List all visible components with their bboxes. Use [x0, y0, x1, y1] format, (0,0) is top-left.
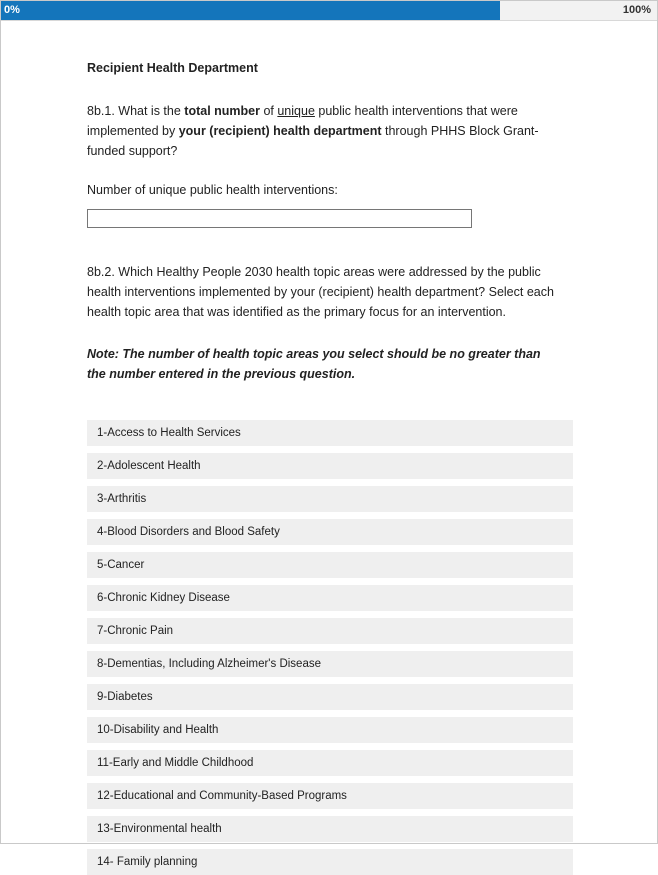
- list-item[interactable]: 7-Chronic Pain: [87, 618, 573, 644]
- progress-bar: [1, 1, 657, 21]
- q1-underline-unique: unique: [277, 104, 315, 118]
- list-item[interactable]: 10-Disability and Health: [87, 717, 573, 743]
- q1-suffix: through PHHS Block Grant-funded support?: [87, 124, 539, 158]
- list-item[interactable]: 11-Early and Middle Childhood: [87, 750, 573, 776]
- progress-start-label: 0%: [4, 4, 20, 16]
- question-8b2-text: 8b.2. Which Healthy People 2030 health topic areas were addressed by the public health interventions implemented by your (recipient) health department? Select each health topic area that was identified as the primary focus for an intervention.: [87, 265, 554, 319]
- list-item[interactable]: 3-Arthritis: [87, 486, 573, 512]
- question-8b2-note: Note: The number of health topic areas you select should be no greater than the number entered in the previous question.: [87, 347, 541, 381]
- health-topic-options-list: [87, 420, 571, 875]
- question-8b1-input-label: Number of unique public health interventions:: [87, 183, 338, 197]
- list-item[interactable]: 13-Environmental health: [87, 816, 573, 842]
- question-8b1-text: [87, 101, 571, 161]
- list-item[interactable]: 6-Chronic Kidney Disease: [87, 585, 573, 611]
- list-item[interactable]: 12-Educational and Community-Based Programs: [87, 783, 573, 809]
- list-item[interactable]: 2-Adolescent Health: [87, 453, 573, 479]
- survey-content: [1, 21, 657, 875]
- unique-interventions-input[interactable]: [87, 209, 472, 228]
- page-title: Recipient Health Department: [87, 61, 258, 75]
- q1-bold-total-number: total number: [184, 104, 260, 118]
- progress-end-label: 100%: [622, 4, 651, 16]
- list-item[interactable]: 5-Cancer: [87, 552, 573, 578]
- list-item[interactable]: 1-Access to Health Services: [87, 420, 573, 446]
- q1-bold-department: your (recipient) health department: [178, 124, 382, 138]
- list-item[interactable]: 14- Family planning: [87, 849, 573, 875]
- list-item[interactable]: 4-Blood Disorders and Blood Safety: [87, 519, 573, 545]
- q1-mid1: of: [259, 104, 278, 118]
- list-item[interactable]: 8-Dementias, Including Alzheimer's Disease: [87, 651, 573, 677]
- q1-mid2: public health interventions that were implemented by: [87, 104, 518, 138]
- list-item[interactable]: 9-Diabetes: [87, 684, 573, 710]
- q1-prefix: 8b.1. What is the: [87, 104, 185, 118]
- progress-fill: [1, 1, 500, 20]
